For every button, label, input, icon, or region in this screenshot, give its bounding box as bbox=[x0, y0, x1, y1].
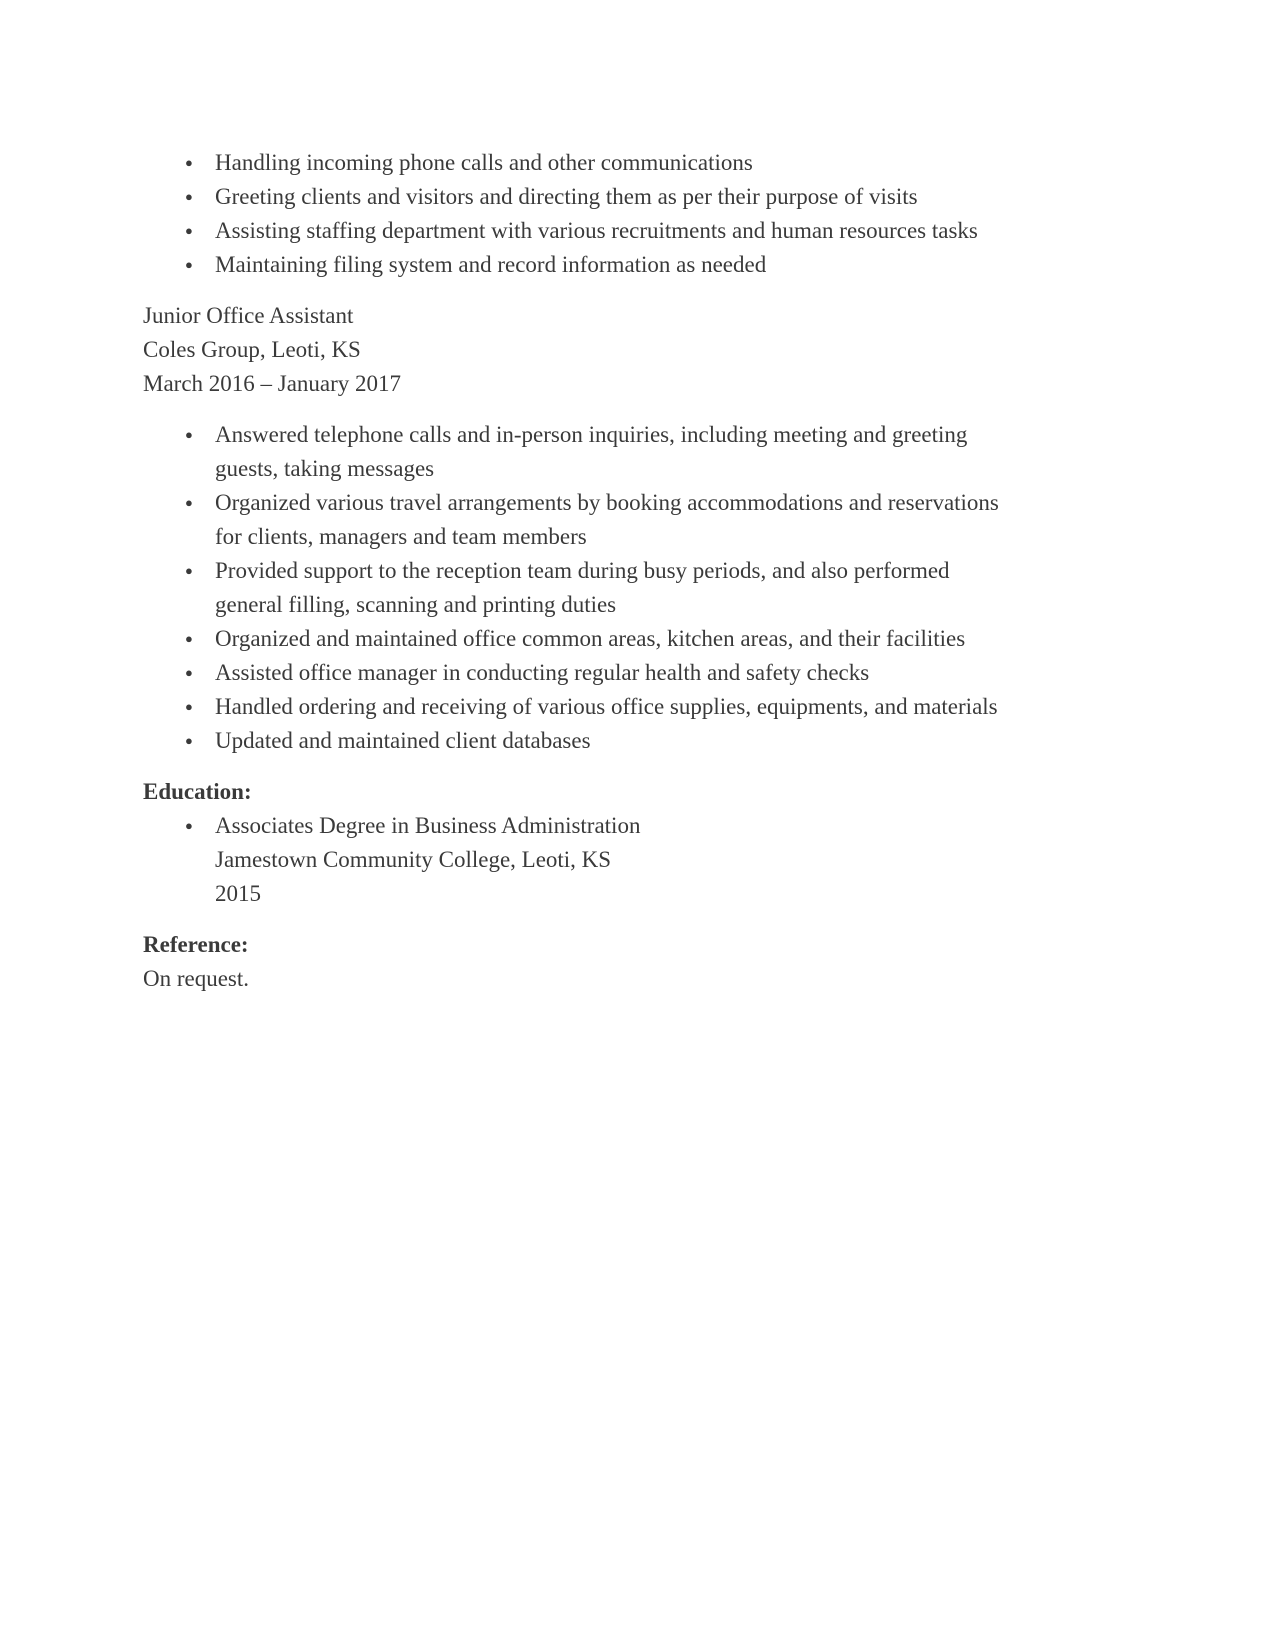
list-item: ● Greeting clients and visitors and directing them as per their purpose of visits bbox=[143, 180, 1015, 214]
list-item: ● Organized and maintained office common areas, kitchen areas, and their facilities bbox=[143, 622, 1015, 656]
education-heading: Education: bbox=[143, 779, 252, 804]
education-degree: ● Associates Degree in Business Administration bbox=[215, 813, 641, 838]
education-year: 2015 bbox=[215, 881, 261, 906]
job-header bbox=[143, 299, 1132, 401]
list-item: ● Answered telephone calls and in-person inquiries, including meeting and greeting guests, taking messages bbox=[143, 418, 1015, 486]
education-list bbox=[143, 809, 1015, 911]
reference-text: On request. bbox=[143, 966, 250, 991]
list-item: ● Organized various travel arrangements by booking accommodations and reservations for clients, managers and team members bbox=[143, 486, 1015, 554]
list-item: ● Handling incoming phone calls and other communications bbox=[143, 146, 1015, 180]
education-school: Jamestown Community College, Leoti, KS bbox=[215, 847, 612, 872]
list-item: ● Assisting staffing department with various recruitments and human resources tasks bbox=[143, 214, 1015, 248]
reference-heading: Reference: bbox=[143, 932, 249, 957]
list-item: ● Updated and maintained client databases bbox=[143, 724, 1015, 758]
job-duties-list bbox=[143, 418, 1015, 758]
list-item: ● Handled ordering and receiving of various office supplies, equipments, and materials bbox=[143, 690, 1015, 724]
list-item: ● Maintaining filing system and record information as needed bbox=[143, 248, 1015, 282]
previous-job-duties-list bbox=[143, 146, 1015, 282]
list-item: ● Provided support to the reception team during busy periods, and also performed general filling, scanning and printing duties bbox=[143, 554, 1015, 622]
job-dates: March 2016 – January 2017 bbox=[143, 371, 402, 396]
education-item bbox=[143, 809, 1015, 911]
job-title: Junior Office Assistant bbox=[143, 303, 354, 328]
list-item: ● Assisted office manager in conducting regular health and safety checks bbox=[143, 656, 1015, 690]
job-company-location: Coles Group, Leoti, KS bbox=[143, 337, 361, 362]
